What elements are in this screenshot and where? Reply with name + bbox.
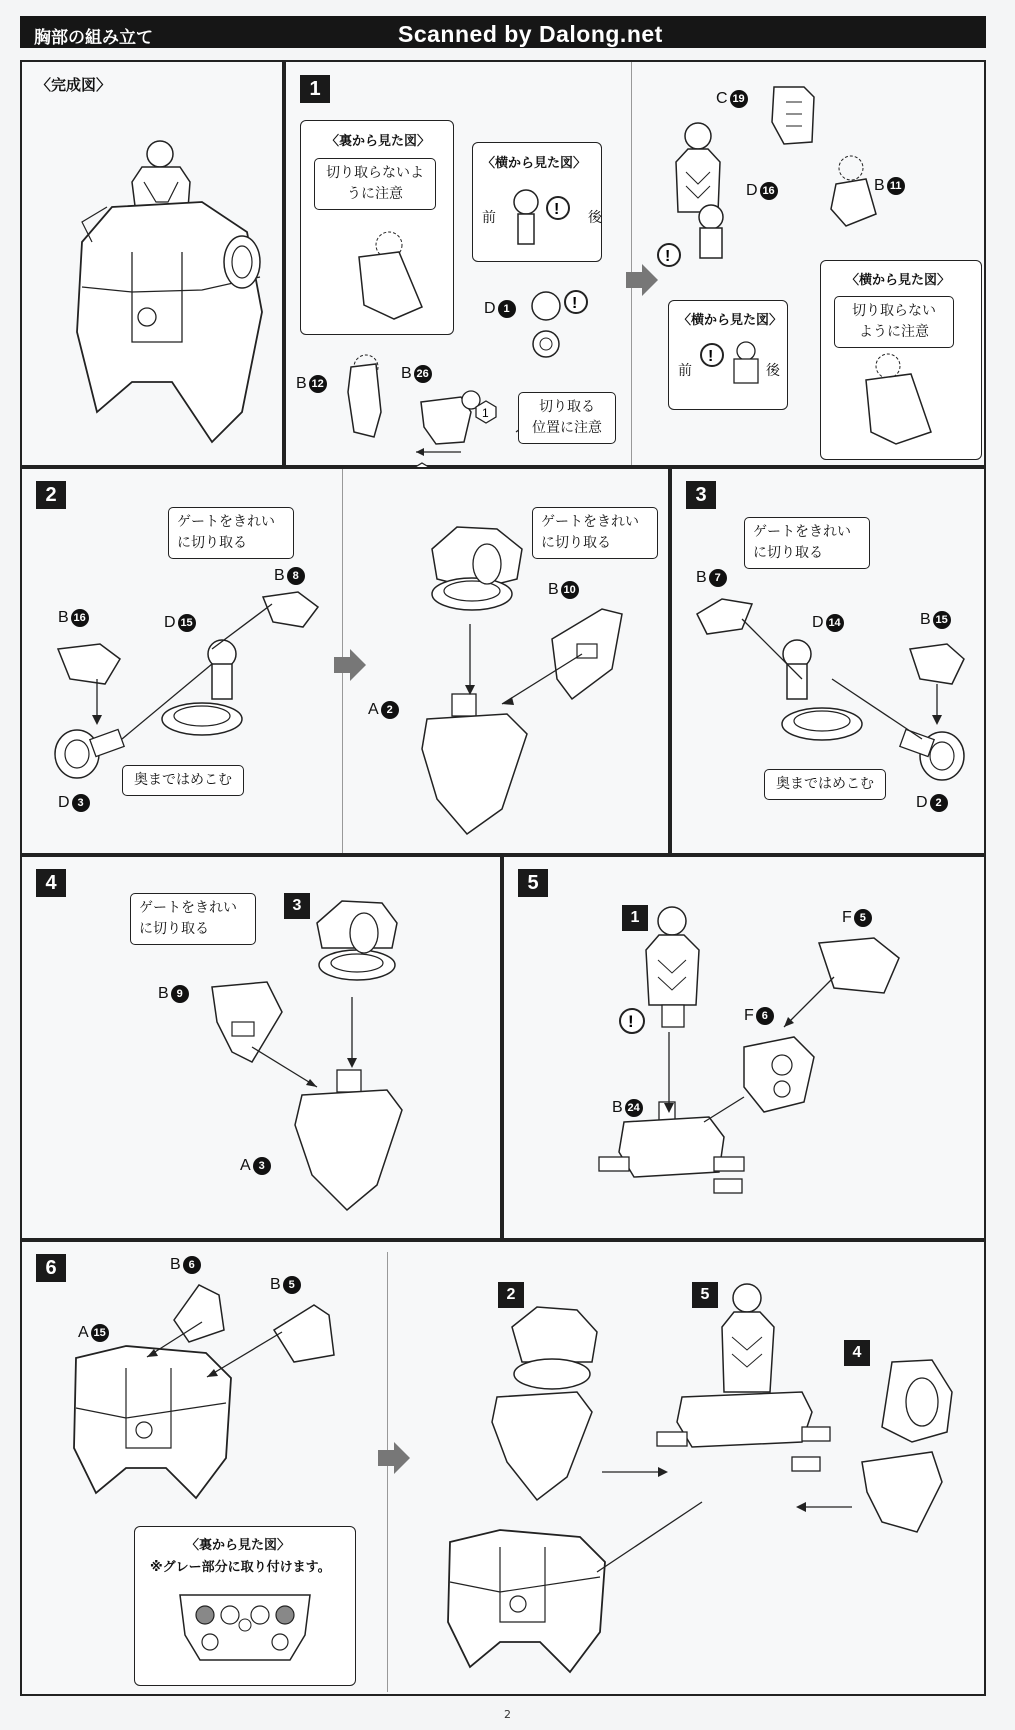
part-d16-letter: D (746, 182, 758, 200)
gate-note-step4-line1: ゲートをきれい (139, 900, 237, 916)
part-d2-label (916, 794, 948, 812)
step6-sub4-marker: 4 (844, 1340, 870, 1366)
step4-arrows (222, 987, 422, 1107)
front-label: 前 (482, 210, 496, 226)
part-b12-number: 12 (309, 375, 327, 393)
part-d3-label (58, 794, 90, 812)
part-d16-number: 16 (760, 182, 778, 200)
part-b5-number: 5 (283, 1276, 301, 1294)
part-b16-letter: B (58, 609, 69, 627)
cut-position-line1: 切り取る (539, 399, 595, 415)
svg-text:!: ! (572, 295, 578, 312)
part-a2-number: 2 (381, 701, 399, 719)
step2-left-arrows (62, 589, 362, 789)
gate-note-step2-right-line2: に切り取る (541, 535, 611, 551)
part-b9-letter: B (158, 985, 169, 1003)
side-view-right-drawing (696, 337, 776, 397)
cut-position-callout (518, 392, 616, 444)
flow-arrow-step2 (332, 647, 368, 683)
part-b9-number: 9 (171, 985, 189, 1003)
gate-note-callout-step4 (130, 893, 256, 945)
section-header (20, 16, 986, 48)
part-b24-number: 24 (625, 1099, 643, 1117)
complete-view-label: 〈完成図〉 (36, 76, 112, 94)
gate-note-step2-line1: ゲートをきれい (177, 514, 275, 530)
step3-arrows (692, 589, 972, 789)
gate-note-step4-line2: に切り取る (139, 921, 209, 937)
step4-number: 4 (36, 869, 66, 897)
step2-right-head-drawing (417, 519, 537, 629)
cut-position-line2: 位置に注意 (532, 420, 602, 436)
side-view-title: 〈横から見た図〉 (482, 156, 587, 171)
part-d15-number: 15 (178, 614, 196, 632)
order-one-text: 1 (482, 406, 489, 420)
part-b8-letter: B (274, 567, 285, 585)
part-b5-label (270, 1276, 301, 1294)
part-b15-number: 15 (933, 611, 951, 629)
order-marker-1-step1 (474, 400, 498, 424)
part-c19-letter: C (716, 90, 728, 108)
press-note-step3: 奥まではめこむ (776, 776, 874, 792)
cut-warning-right-line1: 切り取らない (852, 303, 936, 319)
back-label-right: 後 (766, 363, 780, 379)
part-c19-label (716, 90, 748, 108)
part-f6-number: 6 (756, 1007, 774, 1025)
part-b8-label (274, 567, 305, 585)
cut-warning-text: 切り取らないように注意 (326, 165, 424, 202)
part-d1-number: 1 (498, 300, 516, 318)
part-b16-number: 16 (71, 609, 89, 627)
part-b12-label (296, 375, 327, 393)
part-d14-letter: D (812, 614, 824, 632)
step2-right-arrows (442, 619, 642, 739)
cut-warning-right-drawing (846, 352, 966, 452)
part-b24-letter: B (612, 1099, 623, 1117)
part-b7-number: 7 (709, 569, 727, 587)
part-d3-letter: D (58, 794, 70, 812)
back-view-title: 〈裏から見た図〉 (326, 134, 431, 149)
part-a3-label (240, 1157, 271, 1175)
cut-warning-callout-right (834, 296, 954, 348)
scan-watermark: Scanned by Dalong.net (398, 21, 663, 47)
part-b7-label (696, 569, 727, 587)
back-view-title-step6: 〈裏から見た図〉 (186, 1538, 291, 1553)
step6-panel (20, 1240, 986, 1696)
c19-part-drawing (764, 82, 824, 152)
part-a3-number: 3 (253, 1157, 271, 1175)
step3-number: 3 (686, 481, 716, 509)
step4-substep-marker: 3 (284, 893, 310, 919)
part-b7-letter: B (696, 569, 707, 587)
part-d15-letter: D (164, 614, 176, 632)
back-label: 後 (588, 210, 602, 226)
part-f5-label (842, 909, 872, 927)
step6-sub2-marker: 2 (498, 1282, 524, 1308)
back-view-note-step6: ※グレー部分に取り付けます。 (150, 1560, 331, 1575)
svg-text:!: ! (554, 201, 560, 218)
step6-sub5-marker: 5 (692, 1282, 718, 1308)
page-number: 2 (504, 1708, 511, 1721)
part-d1-label (484, 300, 516, 318)
step4-panel (20, 855, 502, 1240)
step6-right-arrows (582, 1392, 1002, 1592)
gate-note-step2-right-line1: ゲートをきれい (541, 514, 639, 530)
gate-note-step2-line2: に切り取る (177, 535, 247, 551)
part-b26-letter: B (401, 365, 412, 383)
warning-icon-d16 (656, 242, 682, 268)
part-b10-label (548, 581, 579, 599)
part-a2-letter: A (368, 701, 379, 719)
part-b10-number: 10 (561, 581, 579, 599)
part-a2-label (368, 701, 399, 719)
step4-head-drawing (302, 893, 412, 993)
part-d2-number: 2 (930, 794, 948, 812)
back-view-part-drawing (304, 227, 454, 327)
step1-panel (284, 60, 986, 467)
step2-number: 2 (36, 481, 66, 509)
part-d3-number: 3 (72, 794, 90, 812)
part-d2-letter: D (916, 794, 928, 812)
press-note-step2: 奥まではめこむ (134, 772, 232, 788)
part-b5-letter: B (270, 1276, 281, 1294)
part-b26-number: 26 (414, 365, 432, 383)
part-a15-number: 15 (91, 1324, 109, 1342)
step3-panel (670, 467, 986, 855)
flow-arrow-step6 (376, 1440, 412, 1476)
complete-view-panel (20, 60, 284, 467)
cut-warning-callout (314, 158, 436, 210)
part-f5-letter: F (842, 909, 852, 927)
part-b8-number: 8 (287, 567, 305, 585)
part-d14-number: 14 (826, 614, 844, 632)
section-title: 胸部の組み立て (34, 28, 153, 48)
part-b10-letter: B (548, 581, 559, 599)
step6-left-arrows (132, 1302, 332, 1402)
cut-warning-right-line2: ように注意 (859, 324, 929, 340)
complete-chest-drawing (22, 112, 282, 452)
part-b12-letter: B (296, 375, 307, 393)
part-f5-number: 5 (854, 909, 872, 927)
part-c19-number: 19 (730, 90, 748, 108)
svg-text:!: ! (708, 348, 714, 365)
part-b11-letter: B (874, 177, 885, 195)
side-view-title-right: 〈横から見た図〉 (678, 313, 783, 328)
step5-substep-marker: 1 (622, 905, 648, 931)
gate-note-step3-line2: に切り取る (753, 545, 823, 561)
step1-number: 1 (300, 75, 330, 103)
part-b6-letter: B (170, 1256, 181, 1274)
part-f6-letter: F (744, 1007, 754, 1025)
part-b11-number: 11 (887, 177, 905, 195)
step5-number: 5 (518, 869, 548, 897)
svg-text:!: ! (665, 248, 671, 265)
b11-part-drawing (816, 154, 886, 234)
part-b6-label (170, 1256, 201, 1274)
side-view-title-right2: 〈横から見た図〉 (846, 273, 951, 288)
step2-panel (20, 467, 670, 855)
side-view-part-drawing (496, 180, 596, 260)
step5-panel (502, 855, 986, 1240)
svg-text:!: ! (628, 1012, 634, 1031)
part-b15-letter: B (920, 611, 931, 629)
gate-note-step3-line1: ゲートをきれい (753, 524, 851, 540)
part-b6-number: 6 (183, 1256, 201, 1274)
part-d1-letter: D (484, 300, 496, 318)
step6-number: 6 (36, 1254, 66, 1282)
gate-note-callout-step2-right (532, 507, 658, 559)
back-view-step6-drawing (170, 1580, 320, 1670)
front-label-right: 前 (678, 363, 692, 379)
warning-icon-step5 (618, 1007, 646, 1035)
flow-arrow-step1 (624, 262, 660, 298)
part-d16-label (746, 182, 778, 200)
part-a15-letter: A (78, 1324, 89, 1342)
part-b9-label (158, 985, 189, 1003)
gate-note-callout-step2 (168, 507, 294, 559)
part-a3-letter: A (240, 1157, 251, 1175)
gate-note-callout-step3 (744, 517, 870, 569)
step5-arrows (644, 957, 944, 1157)
